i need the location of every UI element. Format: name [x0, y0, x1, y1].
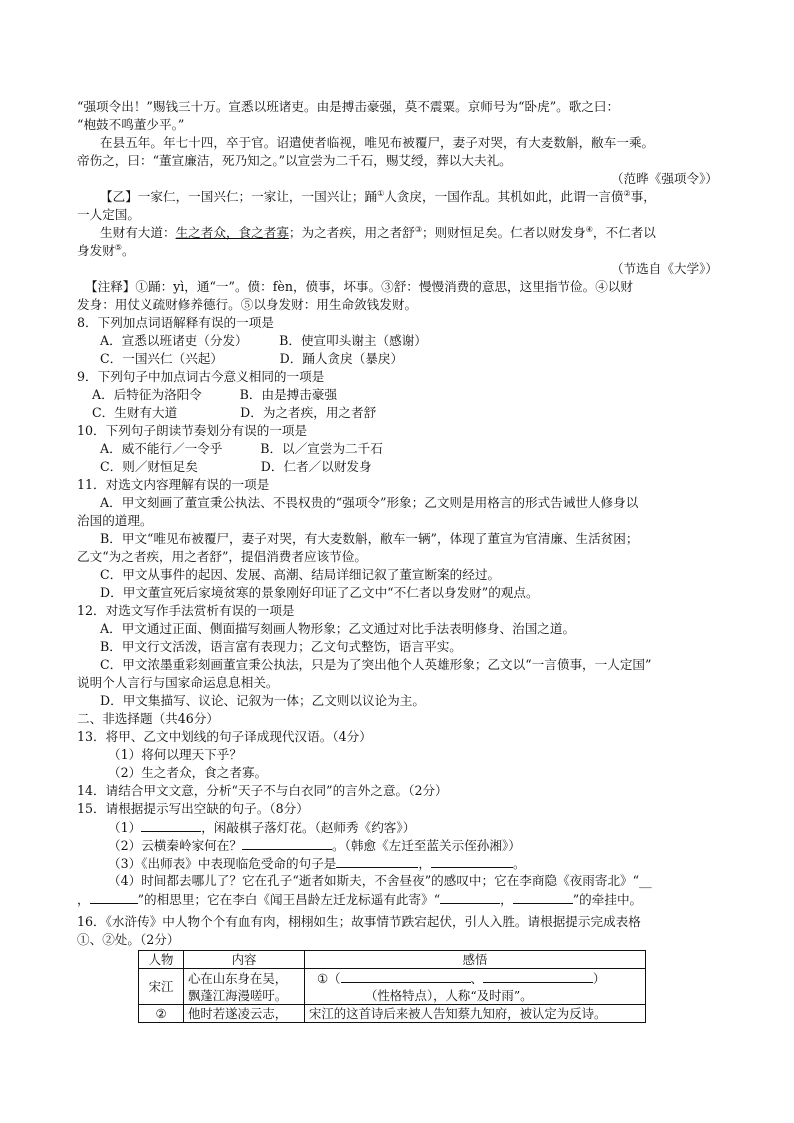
annotation: 【注释】①踊：yì，通“一”。偾：fèn，偾事，坏事。③舒：慢慢消费的意思，这里指节俭。④以财 — [85, 279, 633, 294]
answer-blank[interactable] — [440, 890, 500, 904]
table-cell: 宋江的这首诗后来被人告知蔡九知府，被认定为反诗。 — [305, 1005, 646, 1023]
underlined-sentence: 生之者众，食之者寡 — [175, 225, 289, 240]
question-option: 乙文“为之者疾，用之者舒”，提倡消费者应该节俭。 — [77, 549, 367, 564]
table-cell: 他时若遂凌云志， — [184, 1005, 305, 1023]
question-option: A．宣悉以班诸吏（分发） B．使宣叩头谢主（感谢） — [100, 333, 427, 348]
answer-blank[interactable] — [431, 854, 513, 868]
text-line: 身发财⑤。 — [77, 242, 135, 258]
question-16: ①、②处。（2分） — [77, 932, 180, 947]
question-10: 10．下列句子朗读节奏划分有误的一项是 — [77, 423, 308, 438]
question-item: （4）时间都去哪儿了？它在孔子“逝者如斯夫，不舍昼夜”的感叹中；它在李商隐《夜雨寄北》“__ — [108, 873, 652, 888]
question-option: C．甲文浓墨重彩刻画董宣秉公执法，只是为了突出他个人英雄形象；乙文以“一言偾事，一人定国” — [100, 657, 652, 672]
question-8: 8．下列加点词语解释有误的一项是 — [77, 315, 274, 330]
question-16: 16．《水浒传》中人物个个有血有肉，栩栩如生；故事情节跌宕起伏，引人入胜。请根据提示完成表格 — [77, 914, 641, 929]
question-item: （3）《出师表》中表现临危受命的句子是 ， 。 — [108, 856, 526, 871]
text-line: 【乙】一家仁，一国兴仁；一家让，一国兴让；踊①人贪戾，一国作乱。其机如此，此谓一言偾②事， — [100, 188, 656, 204]
question-14: 14．请结合甲文文意，分析“天子不与白衣同”的言外之意。（2分） — [77, 783, 448, 798]
question-option: C．一国兴仁（兴起） D．踊人贪戾（暴戾） — [100, 351, 404, 366]
question-option: A．后特征为洛阳令 B．由是搏击豪强 — [92, 387, 338, 402]
question-option: C．甲文从事件的起因、发展、高潮、结局详细记叙了董宣断案的经过。 — [100, 567, 501, 582]
text-line: 帝伤之，曰：“董宣廉洁，死乃知之。”以宣尝为二千石，赐艾绶，葬以大夫礼。 — [77, 153, 512, 168]
answer-blank[interactable] — [336, 854, 418, 868]
table-header: 人物 — [139, 951, 184, 969]
table-cell: ①（ 、 ） （性格特点），人称“及时雨”。 — [305, 969, 646, 1005]
text-line: “强项令出！”赐钱三十万。宣悉以班诸吏。由是搏击豪强，莫不震粟。京师号为“卧虎”。歌之曰： — [77, 99, 620, 114]
answer-blank[interactable] — [513, 890, 573, 904]
question-option: C．则／财恒足矣 D．仁者／以财发身 — [100, 459, 372, 474]
answer-blank[interactable] — [141, 818, 201, 832]
question-option: B．甲文“唯见布被覆尸，妻子对哭，有大麦数斛，敝车一辆”，体现了董宣为官清廉、生活贫困； — [100, 531, 639, 546]
question-9: 9．下列句子中加点词古今意义相同的一项是 — [77, 369, 325, 384]
table-header: 内容 — [184, 951, 305, 969]
question-option: 治国的道理。 — [77, 513, 153, 528]
question-12: 12．对选文写作手法赏析有误的一项是 — [77, 603, 295, 618]
answer-blank[interactable] — [242, 836, 332, 850]
question-item: （2）生之者众，食之者寡。 — [108, 765, 268, 780]
annotation: 发身：用仗义疏财修养德行。⑤以身发财：用生命敛钱发财。 — [77, 297, 418, 312]
table-row — [139, 1005, 646, 1023]
table-cell: 宋江 — [139, 969, 184, 1005]
table-cell: 心在山东身在吴， 飘蓬江海漫嗟吁。 — [184, 969, 305, 1005]
question-option: A．甲文通过正面、侧面描写刻画人物形象；乙文通过对比手法表明修身、治国之道。 — [100, 621, 576, 636]
text-line: 生财有大道：生之者众，食之者寡；为之者疾，用之者舒③；则财恒足矣。仁者以财发身④，不仁者以 — [100, 224, 656, 240]
question-item: （1） ，闲敲棋子落灯花。（赵师秀《约客》） — [108, 820, 416, 835]
source-citation: （节选自《大学》） — [610, 261, 718, 276]
table-header: 感悟 — [305, 951, 646, 969]
answer-blank[interactable] — [90, 890, 138, 904]
question-11: 11．对选文内容理解有误的一项是 — [77, 477, 270, 492]
question-option: 说明个人言行与国家命运息息相关。 — [77, 675, 279, 690]
table-cell: ② — [139, 1005, 184, 1023]
question-item: （1）将何以理天下乎？ — [108, 747, 242, 762]
question-option: D．甲文集描写、议论、记叙为一体；乙文则以议论为主。 — [100, 693, 425, 708]
answer-blank[interactable] — [341, 969, 471, 983]
text-line: 在县五年。年七十四，卒于官。诏遣使者临视，唯见布被覆尸，妻子对哭，有大麦数斛，敝车一乘。 — [100, 135, 655, 150]
question-option: A．甲文刻画了董宣秉公执法、不畏权贵的“强项令”形象；乙文则是用格言的形式告诫世人修身以 — [100, 495, 639, 510]
question-option: D．甲文董宣死后家境贫寒的景象刚好印证了乙文中“不仁者以身发财”的观点。 — [100, 585, 539, 600]
question-item: ， ”的相思里；它在李白《闻王昌龄左迁龙标遥有此寄》“ ， ”的牵挂中。 — [77, 892, 643, 907]
question-15: 15．请根据提示写出空缺的句子。（8分） — [77, 801, 309, 816]
answer-table — [138, 950, 646, 1023]
section-heading: 二、非选择题（共46分） — [77, 711, 219, 726]
answer-blank[interactable] — [483, 969, 593, 983]
question-option: B．甲文行文活泼，语言富有表现力；乙文句式整饬，语言平实。 — [100, 639, 462, 654]
question-option: C．生财有大道 D．为之者疾，用之者舒 — [92, 405, 377, 420]
table-row — [139, 969, 646, 1005]
text-line: 一人定国。 — [77, 207, 140, 222]
table-header-row — [139, 951, 646, 969]
source-citation: （范晔《强项令》） — [610, 171, 718, 186]
question-item: （2）云横秦岭家何在？ 。（韩愈《左迁至蓝关示侄孙湘》） — [108, 838, 521, 853]
question-13: 13．将甲、乙文中划线的句子译成现代汉语。（4分） — [77, 729, 372, 744]
question-option: A．威不能行／一令乎 B．以／宣尝为二千石 — [100, 441, 383, 456]
text-line: “枹鼓不鸣董少平。” — [77, 117, 185, 132]
